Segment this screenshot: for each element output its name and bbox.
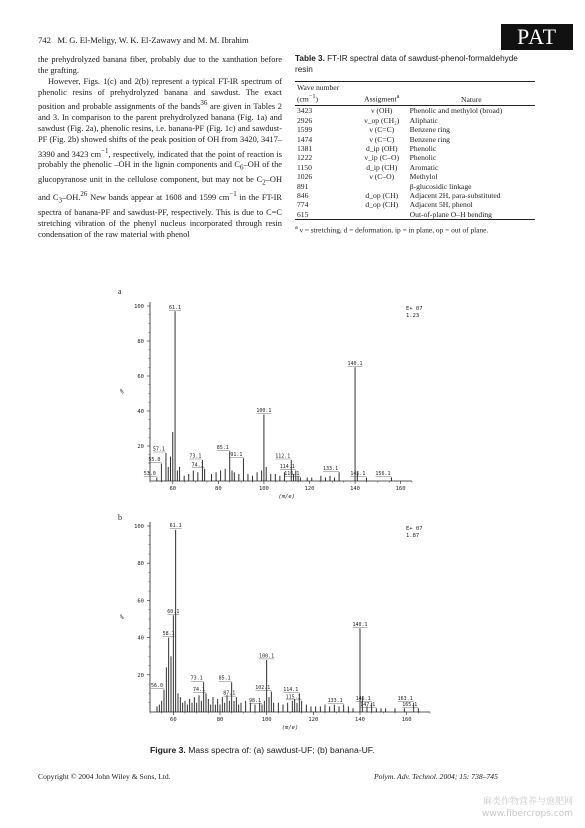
peak-label: 133.1 (327, 698, 343, 705)
x-tick-label: 80 (215, 486, 222, 492)
cell-assignment: ν (C=C) (369, 134, 395, 144)
cell-wave: 1599 (297, 125, 313, 135)
x-axis-label: (m/e) (281, 725, 299, 731)
table-footnote: $^a$ ν = stretching, d = deformation, ip = in plane, op = out of plane. (295, 225, 489, 235)
y-tick-label: 100 (134, 524, 144, 530)
y-tick-label: 80 (137, 339, 144, 345)
peak-label: 165.1 (402, 701, 418, 708)
table-row (295, 191, 535, 200)
cell-nature: Aromatic (409, 162, 439, 172)
x-tick-label: 140 (350, 486, 361, 492)
cell-assignment (356, 210, 408, 220)
peak-label: 133.1 (323, 465, 339, 472)
cell-nature: Adjacent 5H, phenol (409, 200, 473, 210)
cell-assignment (356, 182, 408, 191)
cell-nature: Methylol (409, 172, 438, 182)
peak-label: 163.1 (397, 696, 413, 703)
y-tick-label: 40 (137, 409, 144, 415)
peak-label: 145.1 (355, 696, 371, 703)
peak-label: 58.1 (162, 631, 175, 638)
cell-assignment: d_op (CH) (365, 200, 399, 210)
peak-label: 100.1 (259, 653, 275, 660)
x-tick-label: 60 (170, 717, 177, 723)
scale-value: 1.87 (406, 533, 420, 539)
x-tick-label: 120 (308, 717, 319, 723)
paragraph-1: the prehydrolyzed banana fiber, probably due to the xanthation before the grafting. (38, 55, 282, 76)
cell-wave: 2926 (297, 115, 313, 125)
peak-label: 112.1 (275, 453, 291, 460)
cell-wave: 891 (297, 181, 309, 191)
peak-label: 114.1 (279, 464, 295, 470)
cell-wave: 774 (297, 200, 309, 210)
peak-label: 56.0 (150, 683, 163, 690)
peak-label: 57.1 (152, 446, 165, 453)
peak-label: 102.1 (255, 685, 271, 692)
cell-assignment: ν (C=C) (369, 125, 395, 135)
scale-label: E+ 07 (406, 526, 423, 532)
peak-label: 145.1 (350, 471, 366, 477)
y-tick-label: 40 (137, 635, 144, 642)
peak-label: 73.1 (189, 453, 202, 460)
y-tick-label: 20 (137, 444, 144, 450)
peak-label: 114.1 (283, 686, 299, 693)
table-row (295, 182, 535, 191)
mass-spectrum-a (110, 284, 450, 506)
figure-caption: Figure 3. Mass spectra of: (a) sawdust-UF; (b) banana-UF. (150, 745, 375, 755)
peak-label: 61.1 (169, 304, 182, 311)
cell-nature: β-glucosidic linkage (409, 181, 472, 191)
cell-nature: Adjacent 2H, para-substituted (409, 191, 501, 200)
scale-label: E+ 07 (406, 306, 423, 312)
table-row (295, 200, 535, 209)
peak-label: 60.1 (167, 608, 180, 615)
journal-logo: PAT (501, 24, 573, 50)
mass-spectrum-b (110, 510, 450, 736)
y-tick-label: 100 (134, 304, 144, 310)
peak-label: 85.1 (218, 675, 231, 682)
ftir-table (295, 81, 535, 220)
table-header-row (295, 82, 535, 106)
cell-wave: 615 (297, 209, 309, 219)
table-row (295, 116, 535, 125)
cell-wave: 1381 (297, 143, 313, 153)
cell-nature: Phenolic and methylol (broad) (409, 106, 503, 116)
cell-nature: Aliphatic (409, 115, 438, 125)
table-3 (295, 54, 535, 235)
peak-label: 91.1 (230, 451, 243, 458)
running-authors: M. G. El-Meligy, W. K. El-Zawawy and M. M. Ibrahim (57, 35, 249, 45)
peak-label: 115.1 (285, 694, 301, 701)
peak-label: 147.1 (360, 701, 376, 708)
peak-label: 53.0 (143, 471, 156, 477)
cell-assignment: ν (C–O) (369, 172, 395, 182)
x-tick-label: 160 (395, 486, 406, 492)
table-row (295, 106, 535, 116)
cell-assignment: d_ip (CH) (366, 162, 398, 172)
running-header (38, 35, 249, 45)
watermark-line-1: 麻类作物营养与施肥网 (482, 797, 573, 807)
y-tick-label: 20 (137, 672, 144, 679)
cell-nature: Phenolic (409, 143, 437, 153)
x-tick-label: 100 (258, 486, 269, 492)
y-tick-label: 60 (137, 374, 144, 380)
y-tick-label: 80 (137, 561, 144, 568)
body-text-column (38, 54, 282, 240)
y-axis-label: % (120, 614, 124, 621)
paragraph-2: However, Figs. 1(c) and 2(b) represent a typical FT-IR spectrum of phenolic resins of prehydrolyzed banana and sawdust. The exact position and probable assignments of the bands$^{36}$ are given in Tables 2 and 3. In comparison to the parent prehydrolyzed banana (Fig. 1a) and sawdust (Fig. 2a), phenolic resins, i.e. banana-PF (Fig. 1c) and sawdust-PF (Fig. 2b) showed shifts of the peak position of OH from 3420, 3417–3390 and 3423 $cm^{-1}$, respectively, indicated that the point of reaction is probably the phenolic –OH in the lignin components and $C_6-OH$ of the glucopyranose unit in the cellulose component, but may not be $C_2-OH$ and $C_3-OH.^{26}$ New bands appear at 1608 and 1599 $cm^{-1}$ in the FT-IR spectra of banana-PF and sawdust-PF, respectively. This is due to C=C stretching vibration of the phenyl nucleus incorporated through resin condensation of the raw material with phenol (38, 77, 282, 239)
cell-wave: 1026 (297, 172, 313, 182)
peak-label: 61.1 (169, 523, 182, 530)
peak-label: 85.1 (216, 444, 229, 451)
table-row (295, 172, 535, 181)
cell-wave: 1222 (297, 153, 313, 163)
peak-label: 74.1 (192, 686, 205, 693)
table-row (295, 135, 535, 144)
cell-nature: Out-of-plane O–H bending (409, 209, 492, 219)
site-watermark (482, 796, 573, 820)
table-row (295, 210, 535, 220)
cell-assignment: ν (OH) (371, 106, 393, 116)
watermark-line-2: www.fibercrops.com (482, 809, 573, 819)
footer-copyright: Copyright © 2004 John Wiley & Sons, Ltd. (38, 772, 171, 781)
peak-label: 100.1 (256, 408, 272, 414)
peak-label: 140.1 (352, 621, 368, 628)
peak-label: 74.1 (191, 462, 204, 469)
page-number: 742 (38, 35, 51, 45)
table-row (295, 153, 535, 162)
x-tick-label: 80 (216, 717, 224, 723)
y-tick-label: 60 (137, 598, 144, 605)
col-header-nature: Nature (461, 94, 482, 104)
cell-assignment: d_ip (OH) (366, 143, 398, 153)
y-axis-label: % (120, 388, 124, 396)
peak-label: 116.1 (284, 471, 300, 477)
peak-label: 73.1 (190, 675, 203, 682)
panel-label: a (118, 287, 122, 296)
cell-wave: 3423 (297, 106, 313, 116)
scale-value: 1.23 (406, 313, 420, 319)
peak-label: 98.1 (248, 698, 261, 705)
cell-nature: Phenolic (409, 153, 437, 163)
x-tick-label: 60 (169, 486, 177, 492)
x-tick-label: 120 (304, 486, 315, 492)
table-title: Table 3. FT-IR spectral data of sawdust-phenol-formaldehyde resin (295, 54, 518, 74)
peak-label: 156.1 (375, 471, 391, 477)
table-row (295, 144, 535, 153)
cell-assignment: ν_ip (C–O) (364, 153, 399, 163)
cell-nature: Benzene ring (409, 125, 450, 135)
peak-label: 55.0 (148, 457, 161, 463)
cell-wave: 1150 (297, 162, 312, 172)
peak-label: 140.1 (347, 360, 363, 367)
x-tick-label: 160 (401, 717, 412, 723)
cell-wave: 846 (297, 191, 309, 200)
footer-citation: Polym. Adv. Technol. 2004; 15: 738–745 (374, 772, 498, 781)
x-tick-label: 140 (355, 717, 365, 723)
x-axis-label: (m/e) (278, 494, 295, 500)
table-row (295, 125, 535, 134)
cell-wave: 1474 (297, 134, 313, 144)
panel-label: b (118, 513, 122, 522)
x-tick-label: 100 (261, 717, 272, 723)
cell-assignment: d_op (CH) (365, 191, 399, 200)
cell-nature: Benzene ring (409, 134, 450, 144)
col-header-assignment: Assigment$^a$ (364, 93, 400, 104)
cell-assignment: ν_op (CH₂) (364, 115, 400, 125)
table-row (295, 163, 535, 172)
peak-label: 87.1 (223, 690, 236, 697)
col-header-wave: Wave number $(cm^{-1})$ (297, 83, 340, 104)
